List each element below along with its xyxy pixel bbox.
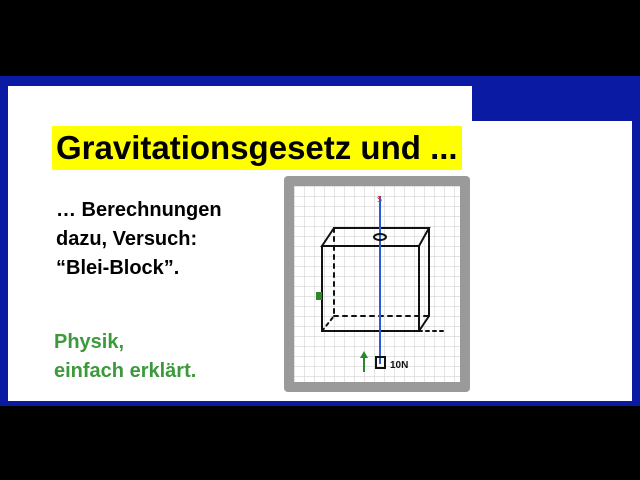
green-marker (316, 292, 322, 300)
subtitle-line: dazu, Versuch: (56, 228, 198, 250)
letterbox-top (0, 0, 640, 76)
letterbox-bottom (0, 406, 640, 480)
slide-subtitle (56, 196, 276, 283)
subtitle-line: … Berechnungen (56, 199, 222, 221)
lead-block-illustration (284, 176, 470, 392)
slide-tagline (54, 328, 274, 386)
slide-title: Gravitationsgesetz und ... (52, 126, 462, 170)
subtitle-line: “Blei-Block”. (56, 257, 180, 279)
force-label: 10N (390, 360, 409, 371)
top-mark-label: S (377, 195, 383, 204)
lead-block-drawing (294, 186, 460, 382)
slide-white-panel-right (472, 121, 632, 401)
tagline-line: Physik, (54, 331, 125, 353)
grid-lines (294, 186, 460, 382)
tagline-line: einfach erklärt. (54, 360, 197, 382)
